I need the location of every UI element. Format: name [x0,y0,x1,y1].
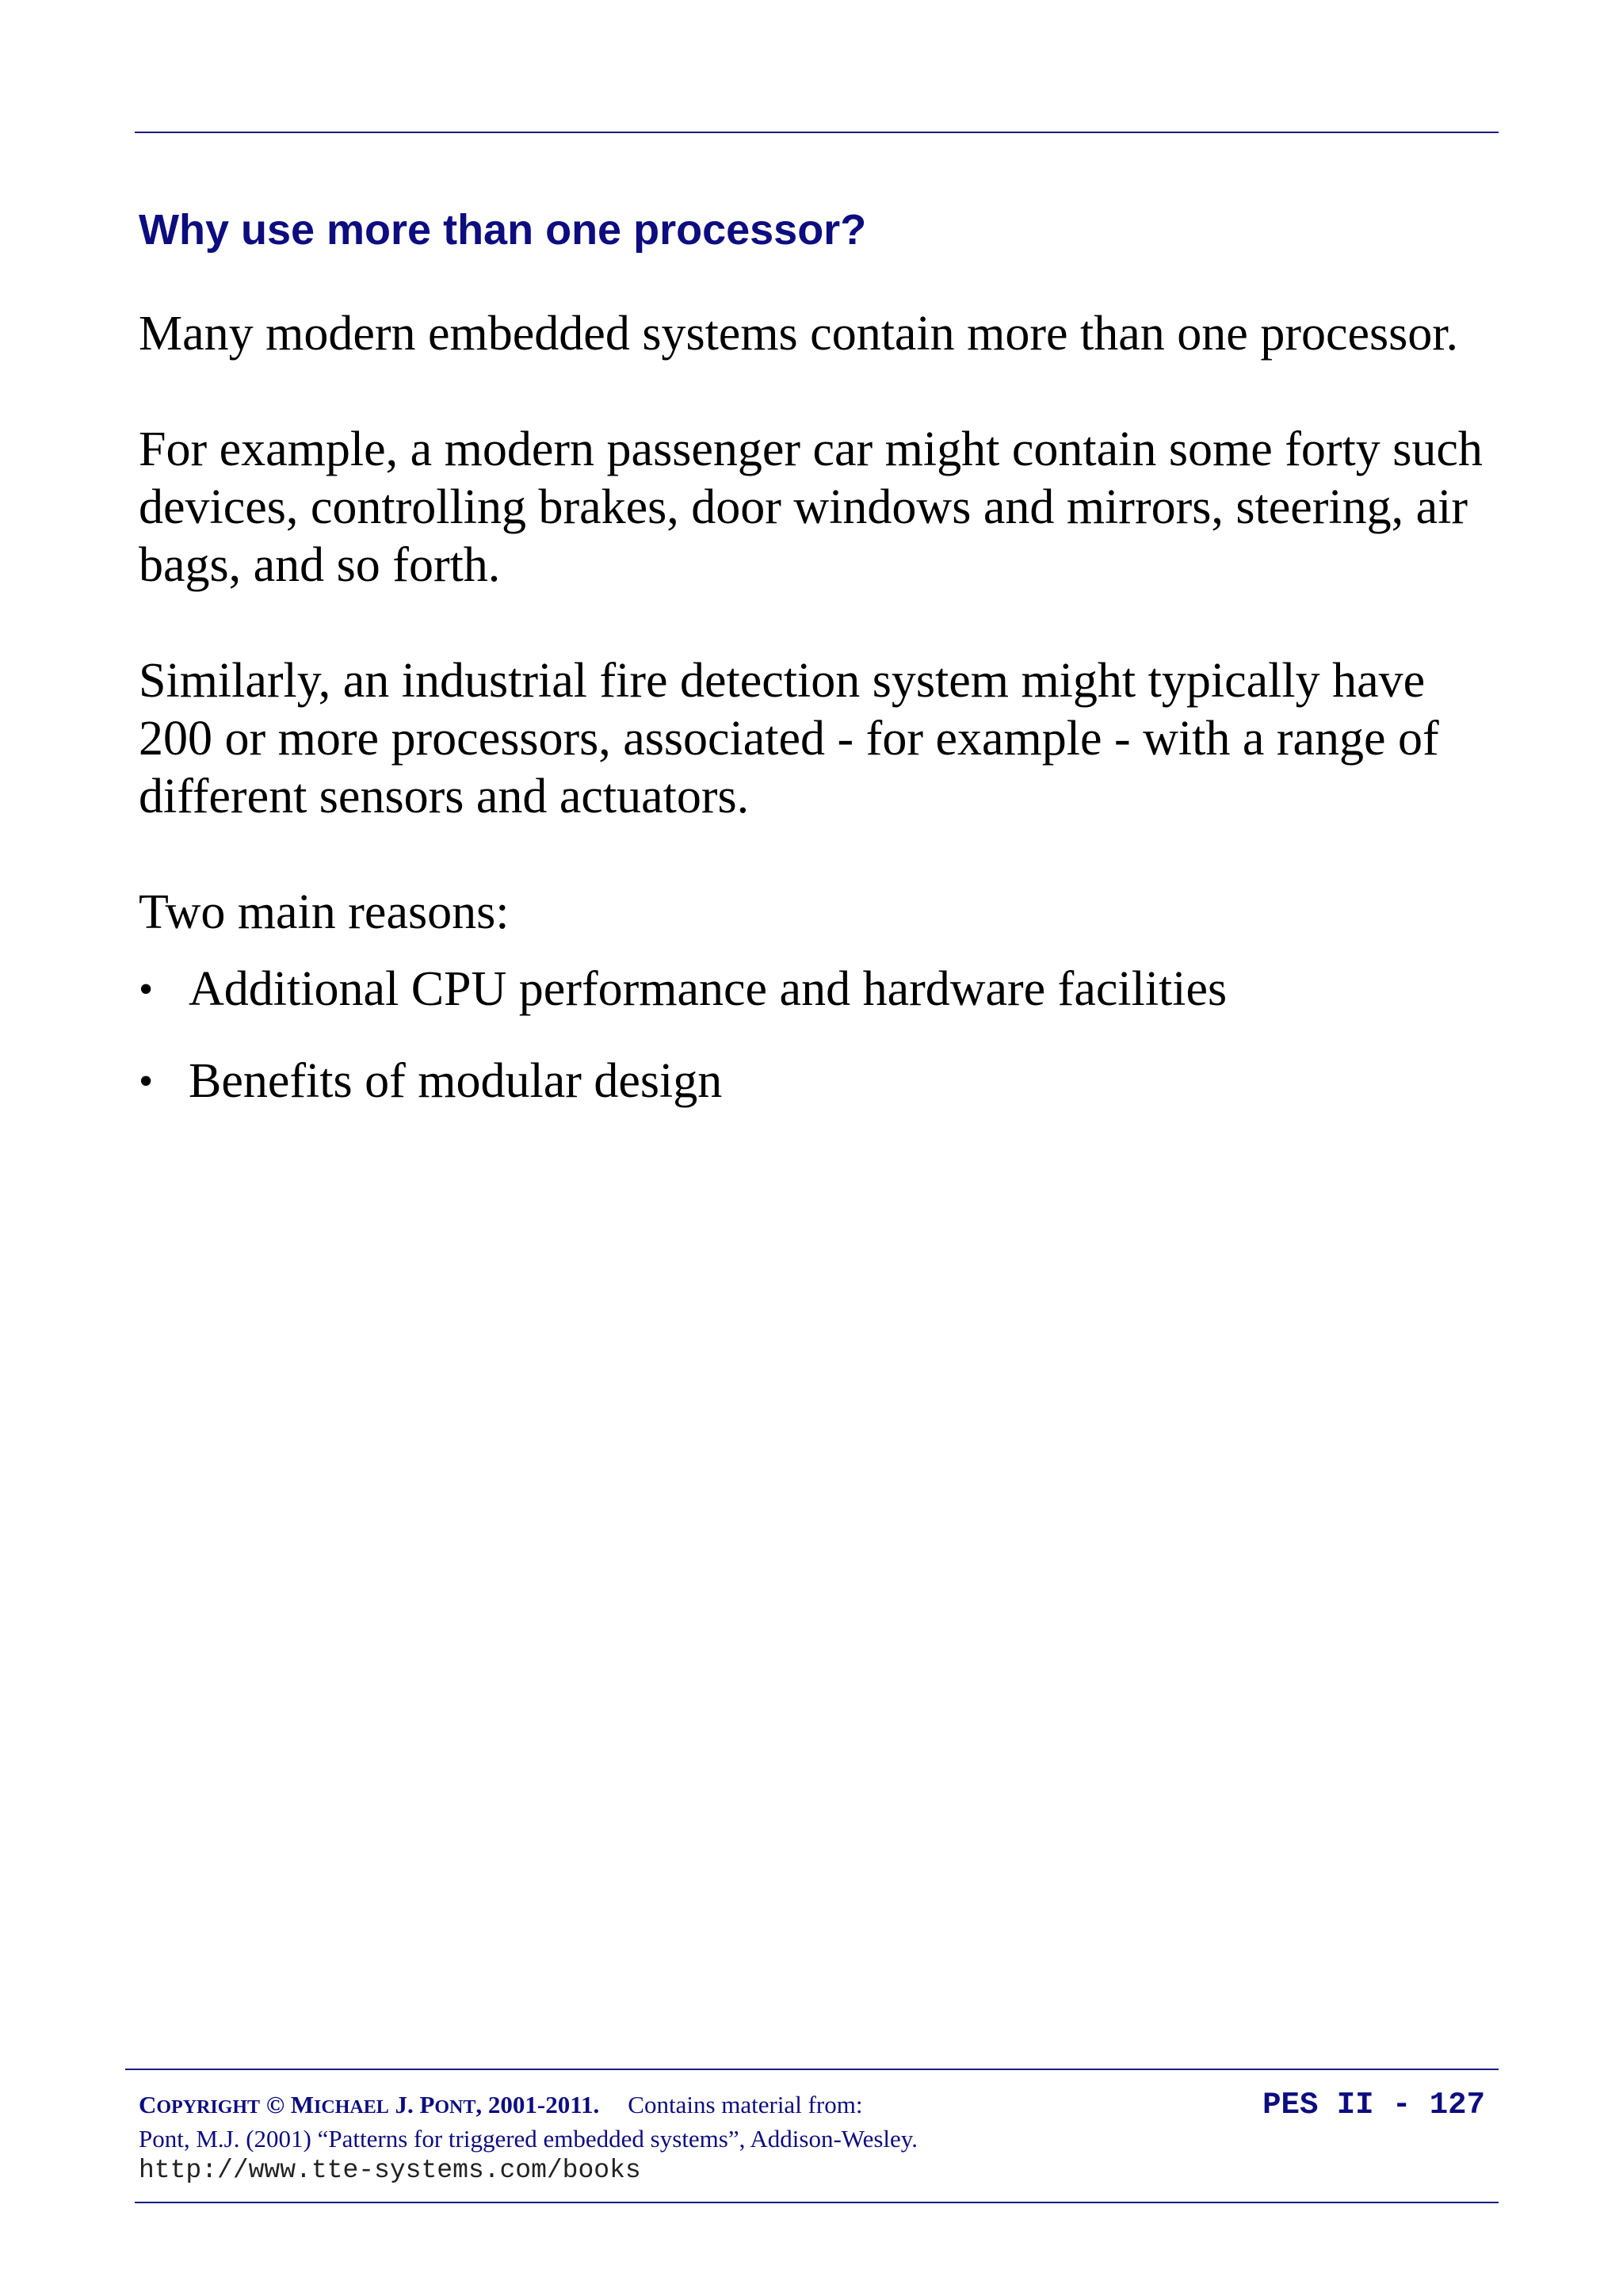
paragraph-reasons: Two main reasons: [139,885,510,939]
bullet-text: Benefits of modular design [189,1054,723,1108]
list-item [139,961,1502,1018]
bullet-icon: • [139,967,154,1012]
bullet-text: Additional CPU performance and hardware facilities [189,962,1228,1016]
paragraph-fire-detection: Similarly, an industrial fire detection system might typically have 200 or more processors, associated - for example - with a range of different sensors and actuators. [139,654,1439,823]
paragraph-intro: Many modern embedded systems contain more than one processor. [139,307,1458,361]
bullet-icon: • [139,1059,154,1104]
slide-body [139,305,1502,1144]
copyright-line: COPYRIGHT © MICHAEL J. PONT, 2001-2011. Contains material from: [139,2091,863,2118]
citation-line: Pont, M.J. (2001) “Patterns for triggered embedded systems”, Addison-Wesley. [139,2125,918,2153]
reasons-list [139,961,1502,1110]
paragraph-car-example: For example, a modern passenger car might contain some forty such devices, controlling brakes, door windows and mirrors, steering, air bags, and so forth. [139,422,1483,592]
slide-heading: Why use more than one processor? [139,206,867,254]
footer-rule-top [125,2069,1499,2070]
url-line: http://www.tte-systems.com/books [139,2156,641,2185]
page-number: PES II - 127 [1262,2088,1485,2122]
contains-material-text: Contains material from: [628,2091,863,2118]
list-item [139,1052,1502,1110]
footer-rule-bottom [135,2202,1499,2203]
header-rule [135,132,1499,133]
